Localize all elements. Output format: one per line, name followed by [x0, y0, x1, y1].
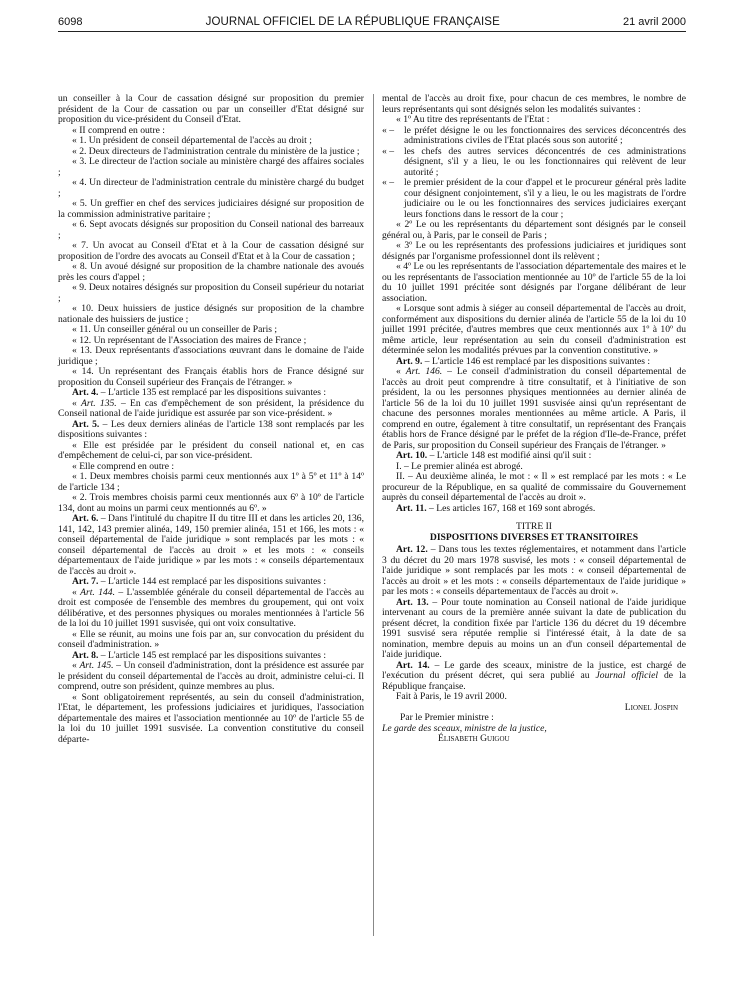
quote-mark: «	[72, 397, 82, 409]
paragraph	[382, 220, 686, 241]
article-label: Art. 4.	[72, 387, 99, 398]
article-paragraph	[382, 661, 686, 693]
page-number: 6098	[58, 16, 83, 28]
paragraph-text: Fait à Paris, le 19 avril 2000.	[396, 691, 507, 702]
paragraph-text: « 2. Deux directeurs de l'administration centrale du ministère de la justice ;	[72, 145, 360, 157]
paragraph-text: « 3º Le ou les représentants des professions judiciaires et juridiques sont désignés par l'organisme professionnel dont ils relèvent ;	[382, 240, 686, 262]
paragraph	[58, 199, 364, 220]
quoted-article-text: – L'assemblée générale du conseil départemental de l'accès au droit est composée de l'ensemble des membres du groupement, qui ont voix délibérative, et des personnes physiques ou morales mentionnées à l'article 56 de la loi du 10 juillet 1991 susvisée, qui ont voix consultative.	[58, 586, 364, 629]
paragraph	[382, 262, 686, 304]
paragraph-text: « 12. Un représentant de l'Association des maires de France ;	[72, 334, 307, 346]
article-text: – L'article 145 est remplacé par les dispositions suivantes :	[98, 649, 327, 661]
journal-name: Journal officiel	[595, 670, 659, 681]
signatory: Lionel Jospin	[624, 701, 678, 713]
paragraph	[58, 157, 364, 178]
paragraph	[382, 304, 686, 357]
title-heading-text: TITRE II	[516, 521, 552, 532]
article-text: – Les articles 167, 168 et 169 sont abrogés.	[426, 502, 596, 514]
article-text: – Le garde des sceaux, ministre de la justice, est chargé de l'exécution du présent décret, qui sera publié au	[382, 659, 686, 681]
paragraph-text: « 1º Au titre des représentants de l'Etat :	[396, 114, 550, 125]
quoted-article-text: – En cas d'empêchement de son président, la présidence du Conseil national de l'aide juridique est assurée par son vice-président. »	[58, 397, 364, 419]
paragraph	[382, 94, 686, 115]
paragraph	[58, 367, 364, 388]
quoted-article-paragraph	[58, 661, 364, 693]
paragraph-text: « 4. Un directeur de l'administration centrale du ministère chargé du budget ;	[58, 177, 364, 199]
quoted-article-label: Art. 135.	[81, 397, 117, 409]
left-column	[58, 94, 364, 745]
section-heading-text: DISPOSITIONS DIVERSES ET TRANSITOIRES	[429, 531, 639, 543]
paragraph-text: un conseiller à la Cour de cassation désigné sur proposition du premier président de la Cour de cassation ou par un conseiller d'Etat désigné sur proposition du vice-président du Conseil d'Etat.	[58, 93, 364, 125]
paragraph-text: « 11. Un conseiller général ou un conseiller de Paris ;	[72, 324, 278, 335]
article-paragraph	[382, 545, 686, 598]
dash-marker: « –	[382, 177, 394, 188]
dash-item	[382, 178, 686, 220]
paragraph	[58, 262, 364, 283]
paragraph	[58, 283, 364, 304]
paragraph	[58, 178, 364, 199]
minister-name-text: Élisabeth Guigou	[438, 733, 510, 744]
minister-name	[382, 734, 686, 745]
paragraph-text: « 2. Trois membres choisis parmi ceux mentionnés aux 6º à 10º de l'article 134, dont au moins un parmi ceux mentionnés au 6º. »	[58, 492, 364, 514]
paragraph	[382, 472, 686, 504]
article-paragraph	[58, 420, 364, 441]
countersign-text: Par le Premier ministre :	[400, 712, 494, 723]
article-paragraph	[382, 598, 686, 661]
paragraph-text: « Sont obligatoirement représentés, au sein du conseil d'administration, l'Etat, le département, les professions judiciaires et juridiques, l'association départementale des maires et l'association mentionnée au 10º de l'article 55 de la loi du 10 juillet 1991 susvisée. La convention constitutive du conseil départe-	[58, 691, 364, 745]
paragraph	[58, 630, 364, 651]
article-label: Art. 5.	[72, 418, 100, 430]
paragraph-text: I. – Le premier alinéa est abrogé.	[396, 460, 523, 472]
minister-title	[382, 724, 686, 735]
quote-mark: «	[72, 660, 80, 671]
quoted-article-paragraph	[58, 399, 364, 420]
paragraph	[58, 472, 364, 493]
article-label: Art. 8.	[72, 649, 99, 661]
paragraph-text: « 5. Un greffier en chef des services judiciaires désigné sur proposition de la commission administrative paritaire ;	[58, 198, 364, 220]
paragraph	[58, 693, 364, 746]
article-text: – Dans tous les textes réglementaires, et notamment dans l'article 3 du décret du 20 mars 1978 susvisé, les mots : « conseil départemental de l'aide juridique » sont remplacés par les mots : « conseil départemental de l'accès au droit » et les mots : « conseils départementaux de l'aide juridique » par les mots : « conseils départementaux de l'accès au droit ».	[382, 544, 687, 597]
paragraph-text: « Elle comprend en outre :	[72, 460, 175, 472]
paragraph	[58, 241, 364, 262]
article-text: – Pour toute nomination au Conseil national de l'aide juridique intervenant au cours de la première année suivant la date de publication du présent décret, la condition fixée par l'article 136 du décret du 19 décembre 1991 susvisé sera réputée remplie si l'intéressé était, à la date de sa nomination, membre depuis au moins un an d'un conseil départemental de l'aide juridique.	[382, 596, 686, 660]
paragraph-text: « 8. Un avoué désigné sur proposition de la chambre nationale des avoués près les cours d'appel ;	[58, 261, 364, 283]
quoted-article-paragraph	[58, 588, 364, 630]
article-label: Art. 7.	[72, 576, 99, 587]
column-separator	[373, 94, 374, 936]
section-heading	[382, 533, 686, 544]
article-text: – Les deux derniers alinéas de l'article 138 sont remplacés par les dispositions suivantes :	[58, 418, 364, 440]
dash-marker: « –	[382, 124, 394, 136]
article-paragraph	[58, 514, 364, 577]
paragraph	[58, 346, 364, 367]
paragraph-text: « 10. Deux huissiers de justice désignés sur proposition de la chambre nationale des huissiers de justice ;	[58, 303, 364, 325]
paragraph	[58, 304, 364, 325]
article-label: Art. 9.	[396, 355, 423, 367]
paragraph-text: « II comprend en outre :	[72, 124, 165, 136]
paragraph-text: « 7. Un avocat au Conseil d'Etat et à la Cour de cassation désigné sur proposition de l'ordre des avocats au Conseil d'Etat et à la Cour de cassation ;	[58, 240, 364, 262]
article-label: Art. 12.	[396, 544, 428, 555]
paragraph-text: « 13. Deux représentants d'associations œuvrant dans le domaine de l'aide juridique ;	[58, 345, 364, 367]
quote-mark: «	[72, 586, 81, 598]
quoted-article-label: Art. 145.	[79, 660, 114, 671]
paragraph-text: « 1. Deux membres choisis parmi ceux mentionnés aux 1º à 5º et 11º à 14º de l'article 134 ;	[58, 471, 364, 493]
quoted-article-text: – Un conseil d'administration, dont la présidence est assurée par le président du conseil départemental de l'accès au droit, administre celui-ci. Il comprend, outre son président, quinze membres au plus.	[58, 660, 364, 692]
paragraph-text: « 9. Deux notaires désignés sur proposition du Conseil supérieur du notariat ;	[58, 282, 364, 304]
minister-title-text: Le garde des sceaux, ministre de la justice,	[382, 722, 547, 734]
dash-item	[382, 126, 686, 147]
article-label: Art. 13.	[396, 596, 429, 608]
paragraph-text: « Lorsque sont admis à siéger au conseil départemental de l'accès au droit, conformément aux dispositions du dernier alinéa de l'article 55 de la loi du 10 juillet 1991 précitée, d'autres membres que ceux mentionnés aux 1º à 10º du même article, leur représentation au sein du conseil d'administration est déterminée selon les modalités prévues par la convention constitutive. »	[382, 303, 686, 356]
header-rule	[58, 31, 686, 32]
article-label: Art. 10.	[396, 450, 428, 461]
quote-mark: «	[396, 366, 406, 377]
dash-item-text: le premier président de la cour d'appel et le procureur général près ladite cour désignent conjointement, s'il y a lieu, le ou les magistrats de l'ordre judiciaire ou le ou les fonctionnaires des services judiciaires exerçant leurs fonctions dans le ressort de la cour ;	[404, 177, 686, 220]
quoted-article-paragraph	[382, 367, 686, 451]
article-text: – L'article 135 est remplacé par les dispositions suivantes :	[98, 387, 327, 398]
article-label: Art. 6.	[72, 513, 99, 524]
page-header	[58, 16, 686, 32]
article-text: – Dans l'intitulé du chapitre II du titre III et dans les articles 20, 136, 141, 142, 143 premier alinéa, 149, 150 premier alinéa, 151 et 166, les mots : « conseil départemental de l'aide juridique » sont remplacés par les mots : « conseil départemental de l'accès au droit » et les mots : « conseils départementaux de l'aide juridique » par les mots : « conseils départementaux de l'accès au droit ».	[58, 513, 365, 577]
paragraph-text: « 3. Le directeur de l'action sociale au ministère chargé des affaires sociales ;	[58, 156, 364, 178]
paragraph-text: « Elle est présidée par le président du conseil national et, en cas d'empêchement de celui-ci, par son vice-président.	[58, 439, 364, 461]
paragraph	[58, 94, 364, 126]
article-paragraph	[382, 504, 686, 515]
quoted-article-label: Art. 146.	[405, 366, 443, 377]
paragraph-text: mental de l'accès au droit fixe, pour chacun de ces membres, le nombre de leurs représentants qui sont désignés selon les modalités suivantes :	[382, 93, 686, 115]
paragraph-text: « 14. Un représentant des Français établis hors de France désigné sur proposition du Conseil supérieur des Français de l'étranger. »	[58, 366, 364, 388]
paragraph-text: « 4º Le ou les représentants de l'association départementale des maires et le ou les représentants de l'association mentionnée au 10º de l'article 55 de la loi du 10 juillet 1991 précitée sont désignés par l'organe délibérant de leur association.	[382, 261, 686, 304]
journal-title: JOURNAL OFFICIEL DE LA RÉPUBLIQUE FRANÇAISE	[205, 16, 500, 28]
quoted-article-label: Art. 144.	[80, 586, 115, 598]
paragraph-text: « 6. Sept avocats désignés sur proposition du Conseil national des barreaux ;	[58, 219, 364, 241]
paragraph	[382, 241, 686, 262]
article-text: – L'article 146 est remplacé par les dispositions suivantes :	[422, 355, 651, 367]
article-text: – L'article 144 est remplacé par les dispositions suivantes :	[98, 576, 327, 587]
dash-item-text: le préfet désigne le ou les fonctionnaires des services déconcentrés des administrations civiles de l'Etat placés sous son autorité ;	[404, 124, 686, 146]
issue-date: 21 avril 2000	[622, 16, 686, 28]
dash-marker: « –	[382, 145, 394, 157]
article-text: – L'article 148 est modifié ainsi qu'il suit :	[427, 450, 592, 461]
paragraph-text: II. – Au deuxième alinéa, le mot : « Il » est remplacé par les mots : « Le procureur de la République, en sa qualité de commissaire du Gouvernement auprès du conseil départemental de l'accès au droit ».	[382, 471, 686, 503]
paragraph-text: « 1. Un président de conseil départemental de l'accès au droit ;	[72, 135, 312, 146]
paragraph	[58, 493, 364, 514]
paragraph	[58, 220, 364, 241]
paragraph-text: « 2º Le ou les représentants du département sont désignés par le conseil général ou, à Paris, par le conseil de Paris ;	[382, 219, 686, 241]
article-label: Art. 11.	[396, 502, 427, 514]
article-text-tail: de la République française.	[382, 670, 686, 692]
paragraph-text: « Elle se réunit, au moins une fois par an, sur convocation du président du conseil d'administration. »	[58, 628, 364, 650]
quoted-article-text: – Le conseil d'administration du conseil départemental de l'accès au droit peut comprendre à titre consultatif, et à l'initiative de son président, la ou les personnes physiques mentionnées au dernier alinéa de l'article 56 de la loi du 10 juillet 1991 susvisée ainsi qu'un représentant de chacune des personnes morales mentionnées au même article. A Paris, il comprend en outre, également à titre consultatif, un représentant des Français établis hors de France désigné par le préfet de la région d'Ile-de-France, préfet de Paris, sur proposition du Conseil supérieur des Français de l'étranger. »	[382, 366, 686, 451]
dash-item	[382, 147, 686, 179]
right-column	[382, 94, 686, 745]
article-label: Art. 14.	[396, 659, 430, 671]
dash-item-text: les chefs des autres services déconcentrés de ces administrations désignent, s'il y a lieu, le ou les fonctionnaires qui relèvent de leur autorité ;	[404, 145, 686, 178]
paragraph	[58, 441, 364, 462]
